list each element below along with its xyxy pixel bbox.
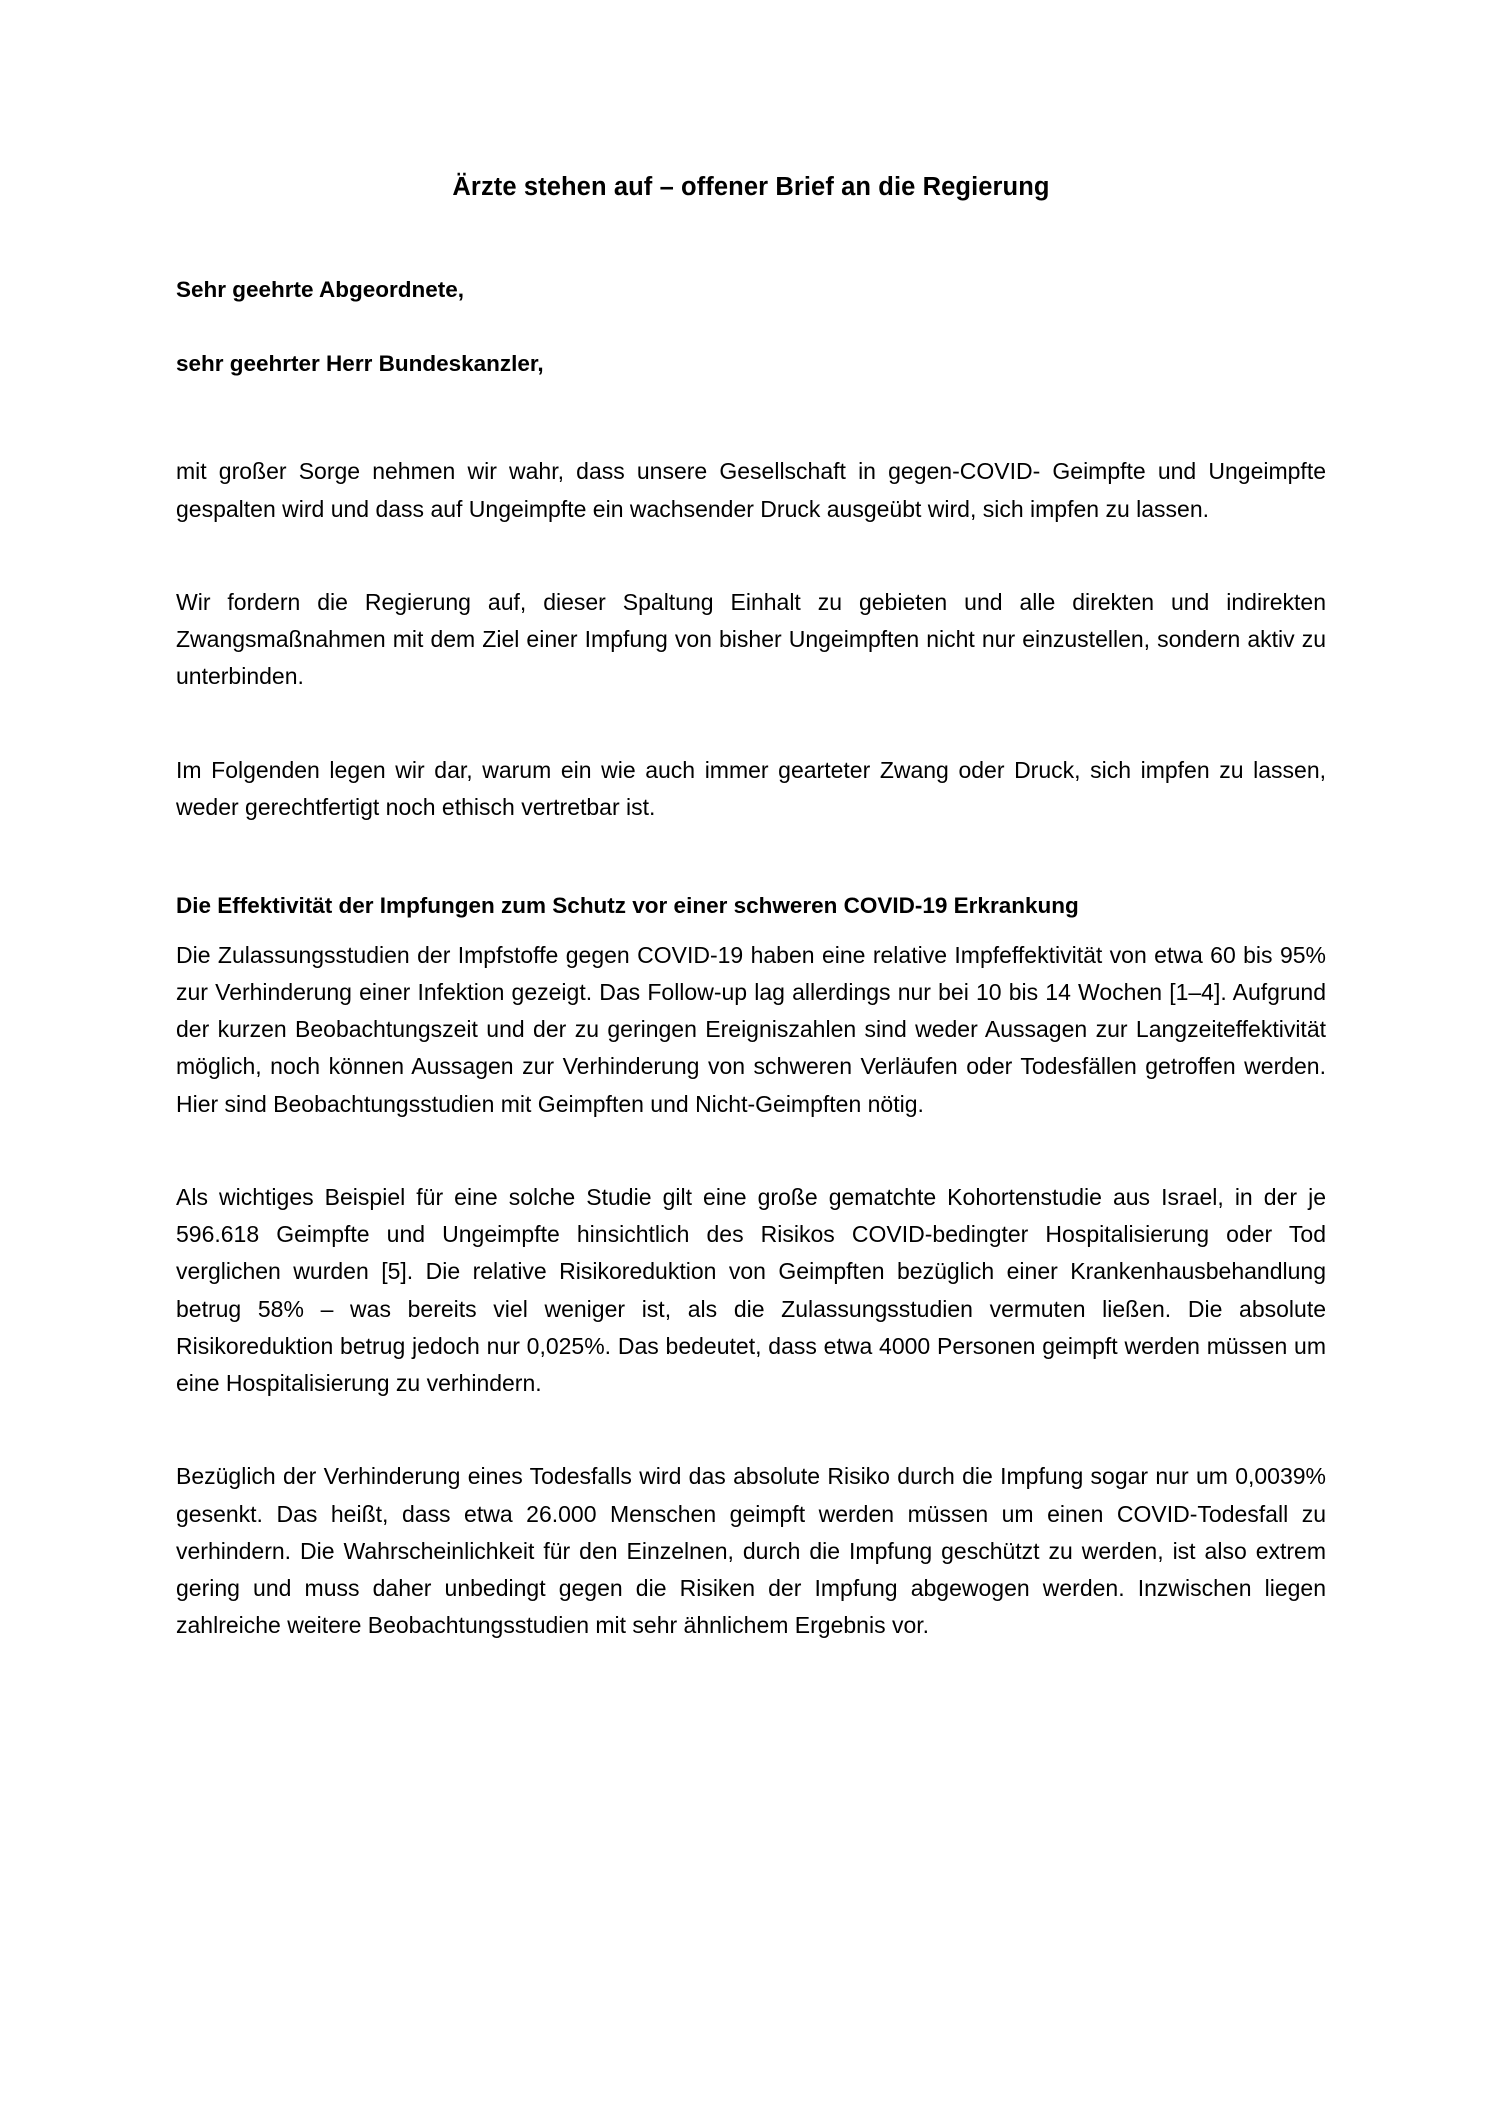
spacer bbox=[176, 1402, 1326, 1458]
spacer bbox=[176, 423, 1326, 453]
document-body bbox=[176, 0, 1326, 1645]
section-heading-effectiveness: Die Effektivität der Impfungen zum Schutz vor einer schweren COVID-19 Erkrankung bbox=[176, 893, 1079, 919]
paragraph-effectiveness-2: Als wichtiges Beispiel für eine solche Studie gilt eine große gematchte Kohortenstudie aus Israel, in der je 596.618 Geimpfte und Ungeimpfte hinsichtlich des Risikos COVID-bedingter Hospitalisierung oder Tod verglichen wurden [5]. Die relative Risikoreduktion von Geimpften bezüglich einer Krankenhausbehandlung betrug 58% – was bereits viel weniger ist, als die Zulassungsstudien vermuten ließen. Die absolute Risikoreduktion betrug jedoch nur 0,025%. Das bedeutet, dass etwa 4000 Personen geimpft werden müssen um eine Hospitalisierung zu verhindern. bbox=[176, 1183, 1326, 1397]
salutation-block bbox=[176, 275, 1326, 380]
spacer bbox=[176, 528, 1326, 584]
paragraph-effectiveness-1: Die Zulassungsstudien der Impfstoffe gegen COVID-19 haben eine relative Impfeffektivität von etwa 60 bis 95% zur Verhinderung einer Infektion gezeigt. Das Follow-up lag allerdings nur bei 10 bis 14 Wochen [1–4]. Aufgrund der kurzen Beobachtungszeit und der zu geringen Ereigniszahlen sind weder Aussagen zur Langzeiteffektivität möglich, noch können Aussagen zur Verhinderung von schweren Verläufen oder Todesfällen getroffen werden. Hier sind Beobachtungsstudien mit Geimpften und Nicht-Geimpften nötig. bbox=[176, 941, 1326, 1117]
paragraph-intro-2: Wir fordern die Regierung auf, dieser Spaltung Einhalt zu gebieten und alle direkten und indirekten Zwangsmaßnahmen mit dem Ziel einer Impfung von bisher Ungeimpften nicht nur einzustellen, sondern aktiv zu unterbinden. bbox=[176, 588, 1326, 690]
spacer bbox=[176, 826, 1326, 890]
paragraph-effectiveness-3: Bezüglich der Verhinderung eines Todesfalls wird das absolute Risiko durch die Impfung sogar nur um 0,0039% gesenkt. Das heißt, dass etwa 26.000 Menschen geimpft werden müssen um einen COVID-Todesfall zu verhindern. Die Wahrscheinlichkeit für den Einzelnen, durch die Impfung geschützt zu werden, ist also extrem gering und muss daher unbedingt gegen die Risiken der Impfung abgewogen werden. Inzwischen liegen zahlreiche weitere Beobachtungsstudien mit sehr ähnlichem Ergebnis vor. bbox=[176, 1463, 1326, 1639]
page-title: Ärzte stehen auf – offener Brief an die Regierung bbox=[452, 173, 1050, 201]
salutation-line-2: sehr geehrter Herr Bundeskanzler, bbox=[176, 350, 544, 376]
salutation-line-1: Sehr geehrte Abgeordnete, bbox=[176, 276, 464, 302]
paragraph-intro-3: Im Folgenden legen wir dar, warum ein wie auch immer gearteter Zwang oder Druck, sich impfen zu lassen, weder gerechtfertigt noch ethisch vertretbar ist. bbox=[176, 756, 1326, 820]
spacer bbox=[176, 1123, 1326, 1179]
spacer bbox=[176, 696, 1326, 752]
paragraph-intro-1: mit großer Sorge nehmen wir wahr, dass unsere Gesellschaft in gegen-COVID- Geimpfte und Ungeimpfte gespalten wird und dass auf Ungeimpfte ein wachsender Druck ausgeübt wird, sich impfen zu lassen. bbox=[176, 458, 1326, 522]
